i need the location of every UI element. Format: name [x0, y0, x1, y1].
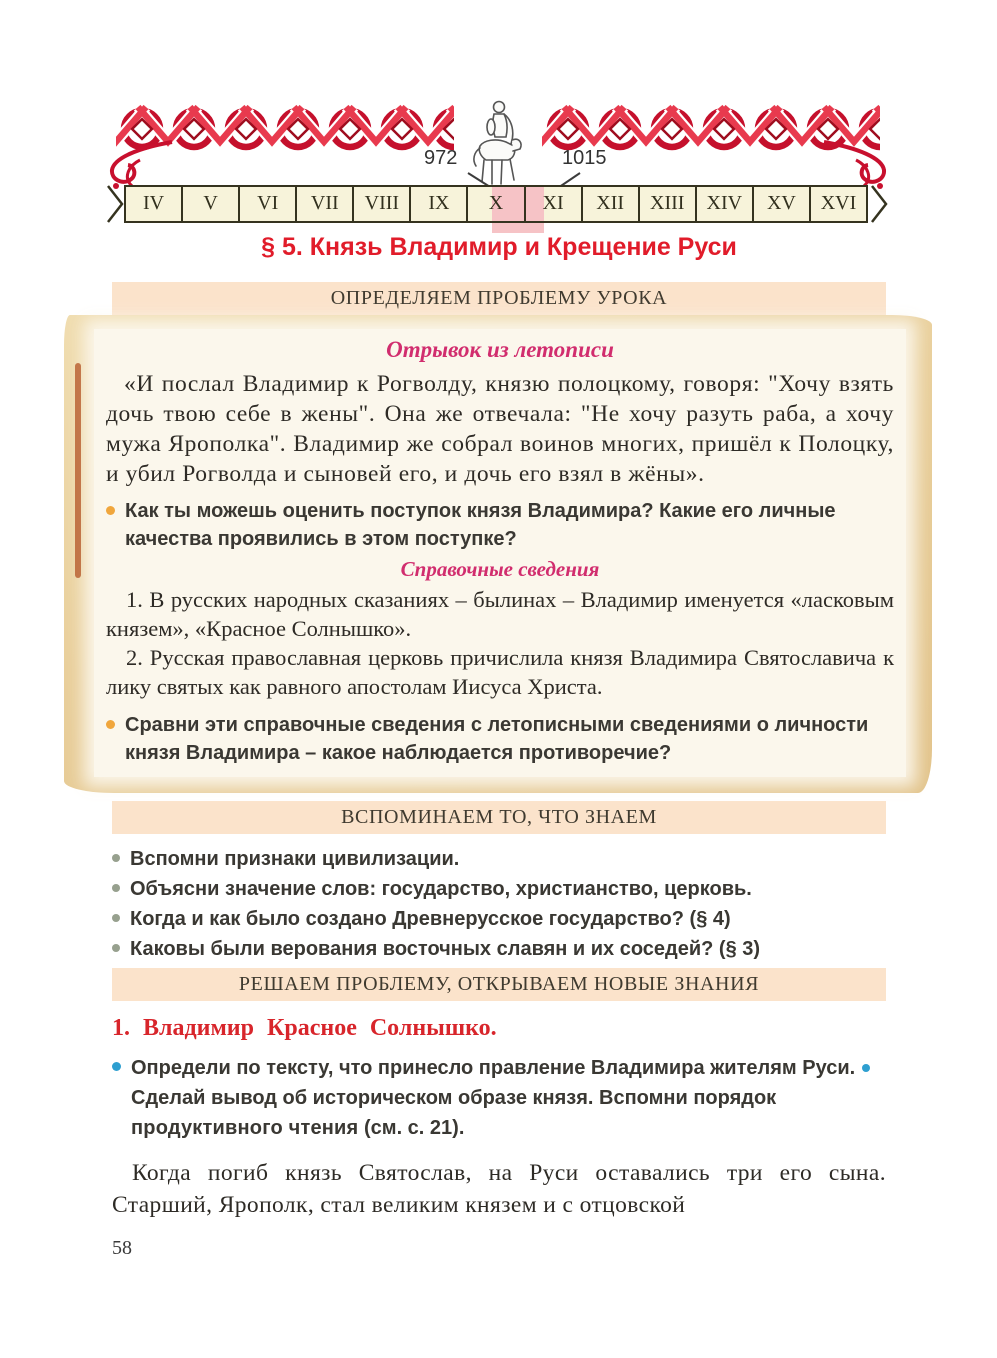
timeline-date-1015: 1015 — [562, 147, 607, 169]
chronicle-heading: Отрывок из летописи — [386, 337, 614, 362]
timeline-cell: XIII — [638, 185, 697, 223]
task-part2: Сделай вывод об историческом образе князя. Вспомни порядок — [131, 1087, 777, 1109]
timeline-end-arrow-icon — [871, 185, 889, 223]
task-part1: Определи по тексту, что принесло правление Владимира жителям Руси. — [131, 1057, 856, 1079]
timeline-cell: V — [181, 185, 240, 223]
parchment-inner — [94, 329, 906, 777]
chronicle-quote: «И послал Владимир к Рогволду, князю полоцкому, говоря: "Хочу взять дочь твою себе в жены". Она же отвечала: "Не хочу разуть раба, а хочу мужа Ярополка". Владимир же собрал воинов многих, пришёл к Полоцку, и убил Рогволда и сыновей его, и дочь его взял в жёны». — [106, 371, 894, 487]
timeline-cell: VIII — [352, 185, 411, 223]
recall-list — [112, 844, 886, 964]
task-emphasis: продуктивного чтения — [131, 1117, 359, 1139]
timeline-cell: X — [466, 185, 525, 223]
task-block — [112, 1053, 886, 1143]
bullet-icon — [112, 854, 120, 862]
page-content — [106, 232, 894, 1260]
timeline-cell: IX — [409, 185, 468, 223]
page-number: 58 — [112, 1237, 132, 1259]
compare-question — [106, 711, 894, 767]
timeline-cell: XII — [581, 185, 640, 223]
reference-heading: Справочные сведения — [400, 557, 600, 581]
bullet-icon — [112, 944, 120, 952]
section-header-solve: РЕШАЕМ ПРОБЛЕМУ, ОТКРЫВАЕМ НОВЫЕ ЗНАНИЯ — [112, 968, 886, 1001]
flourish-icon-left — [106, 138, 178, 192]
compare-question-text: Сравни эти справочные сведения с летописными сведениями о личности князя Владимира – какое наблюдается противоречие? — [125, 714, 869, 764]
chronicle-parchment-box — [64, 315, 932, 793]
section-header-recall: ВСПОМИНАЕМ ТО, ЧТО ЗНАЕМ — [112, 801, 886, 834]
section-header-problem: ОПРЕДЕЛЯЕМ ПРОБЛЕМУ УРОКА — [112, 282, 886, 315]
bullet-icon — [106, 720, 115, 729]
timeline-cell: XVI — [809, 185, 868, 223]
timeline-cell: VII — [295, 185, 354, 223]
timeline-cells — [124, 185, 868, 223]
timeline-start-chevron-icon — [107, 185, 125, 223]
flourish-icon-right — [818, 138, 890, 192]
timeline-cell: XV — [752, 185, 811, 223]
topic-heading: 1. Владимир Красное Солнышко. — [112, 1015, 497, 1041]
chronicle-question-text: Как ты можешь оценить поступок князя Владимира? Какие его личные качества проявились в этом поступке? — [125, 500, 836, 550]
body-paragraph: Когда погиб князь Святослав, на Руси оставались три его сына. Старший, Ярополк, стал великим князем и с отцовской — [112, 1160, 886, 1218]
timeline-cell: IV — [124, 185, 183, 223]
timeline-cell: XI — [524, 185, 583, 223]
century-timeline — [124, 185, 868, 223]
list-item-text: Вспомни признаки цивилизации. — [130, 848, 460, 870]
bullet-icon — [106, 506, 115, 515]
bullet-icon — [112, 1062, 121, 1071]
list-item — [112, 874, 886, 904]
list-item-text: Объясни значение слов: государство, христианство, церковь. — [130, 878, 752, 900]
task-text — [131, 1053, 886, 1143]
list-item-text: Когда и как было создано Древнерусское государство? (§ 4) — [130, 908, 731, 930]
inline-bullet-icon — [862, 1064, 870, 1072]
chronicle-question — [106, 497, 894, 553]
timeline-cell: VI — [238, 185, 297, 223]
bullet-icon — [112, 914, 120, 922]
reference-item: 2. Русская православная церковь причислила князя Владимира Святославича к лику святых как равного апостолам Иисуса Христа. — [106, 645, 894, 699]
lesson-title: § 5. Князь Владимир и Крещение Руси — [261, 233, 737, 261]
list-item-text: Каковы были верования восточных славян и их соседей? (§ 3) — [130, 938, 761, 960]
list-item — [112, 904, 886, 934]
list-item — [112, 934, 886, 964]
timeline-cell: XIV — [695, 185, 754, 223]
bullet-icon — [112, 884, 120, 892]
timeline-date-972: 972 — [424, 147, 458, 169]
list-item — [112, 844, 886, 874]
task-tail: (см. с. 21). — [363, 1117, 465, 1139]
reference-item: 1. В русских народных сказаниях – былинах – Владимир именуется «ласковым князем», «Красное Солнышко». — [106, 587, 894, 641]
